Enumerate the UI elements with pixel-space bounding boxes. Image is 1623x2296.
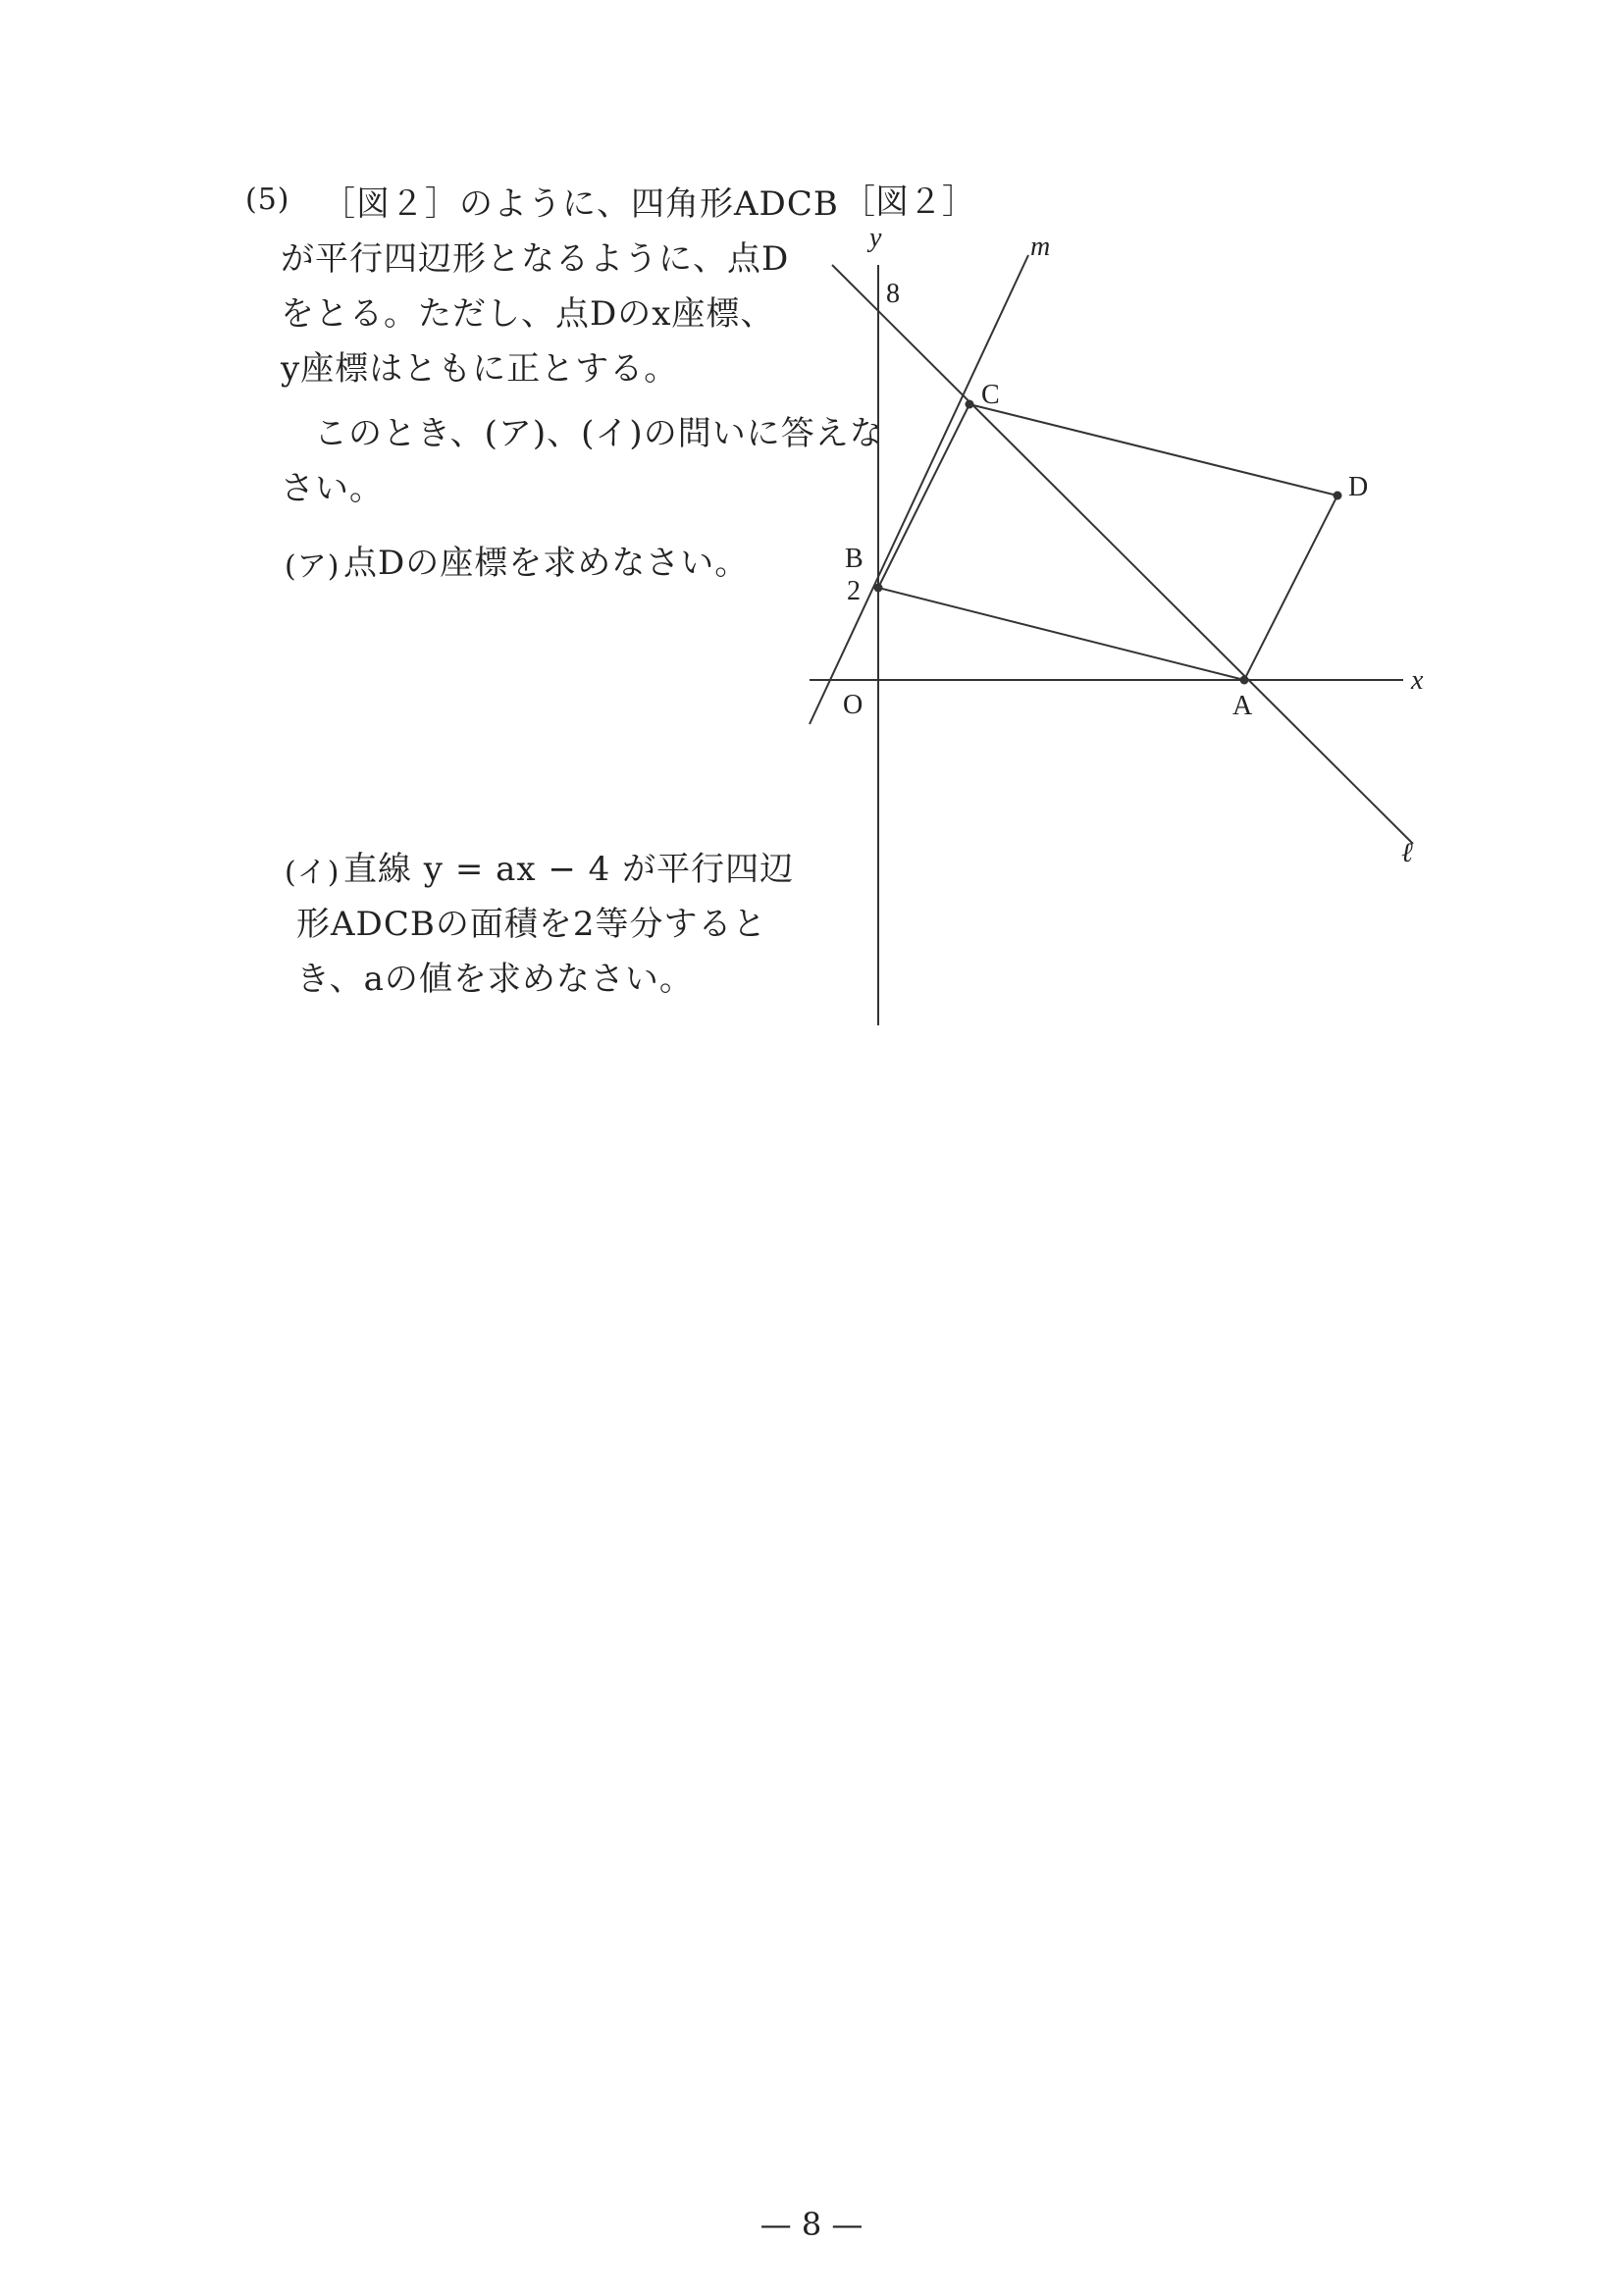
point-D-label: D [1348,472,1369,502]
problem-text-line-3: をとる。ただし、点Dのx座標、 [281,294,775,334]
point-B-dot [874,584,883,593]
part-b-line-2: 形ADCBの面積を2等分すると [296,905,767,944]
point-D-dot [1334,492,1342,500]
parallelogram-ADCB [878,404,1337,680]
origin-label: O [843,690,864,720]
problem-text-line-2: が平行四辺形となるように、点D [281,239,790,279]
tick-label-8: 8 [886,279,900,309]
tick-label-2: 2 [847,576,861,606]
line-m [810,255,1028,724]
part-a-question: 点Dの座標を求めなさい。 [343,544,750,583]
problem-text-line-6: さい。 [281,469,384,508]
coordinate-figure [785,211,1472,1045]
point-B-label: B [845,544,864,574]
y-axis-label: y [869,223,882,253]
page-number: — 8 — [759,2206,864,2243]
point-A-dot [1240,676,1249,685]
point-A-label: A [1232,691,1253,721]
figure-title: ［図２］ [842,183,975,222]
line-l [832,265,1413,844]
line-m-label: m [1030,232,1051,262]
line-l-label: ℓ [1401,838,1413,868]
part-a-label: (ア) [285,549,340,584]
part-b-line-1: 直線 y = ax − 4 が平行四辺 [343,850,795,889]
x-axis-label: x [1411,665,1424,696]
part-b-line-3: き、aの値を求めなさい。 [296,960,694,999]
problem-text-line-5: このとき、(ア)、(イ)の問いに答えな [314,414,884,453]
part-b-label: (イ) [285,856,340,890]
point-C-dot [966,400,974,409]
problem-text-line-1: ［図２］のように、四角形ADCB [322,184,839,224]
problem-text-line-4: y座標はともに正とする。 [281,349,679,389]
point-C-label: C [981,380,1000,410]
problem-number: (5) [245,183,290,217]
